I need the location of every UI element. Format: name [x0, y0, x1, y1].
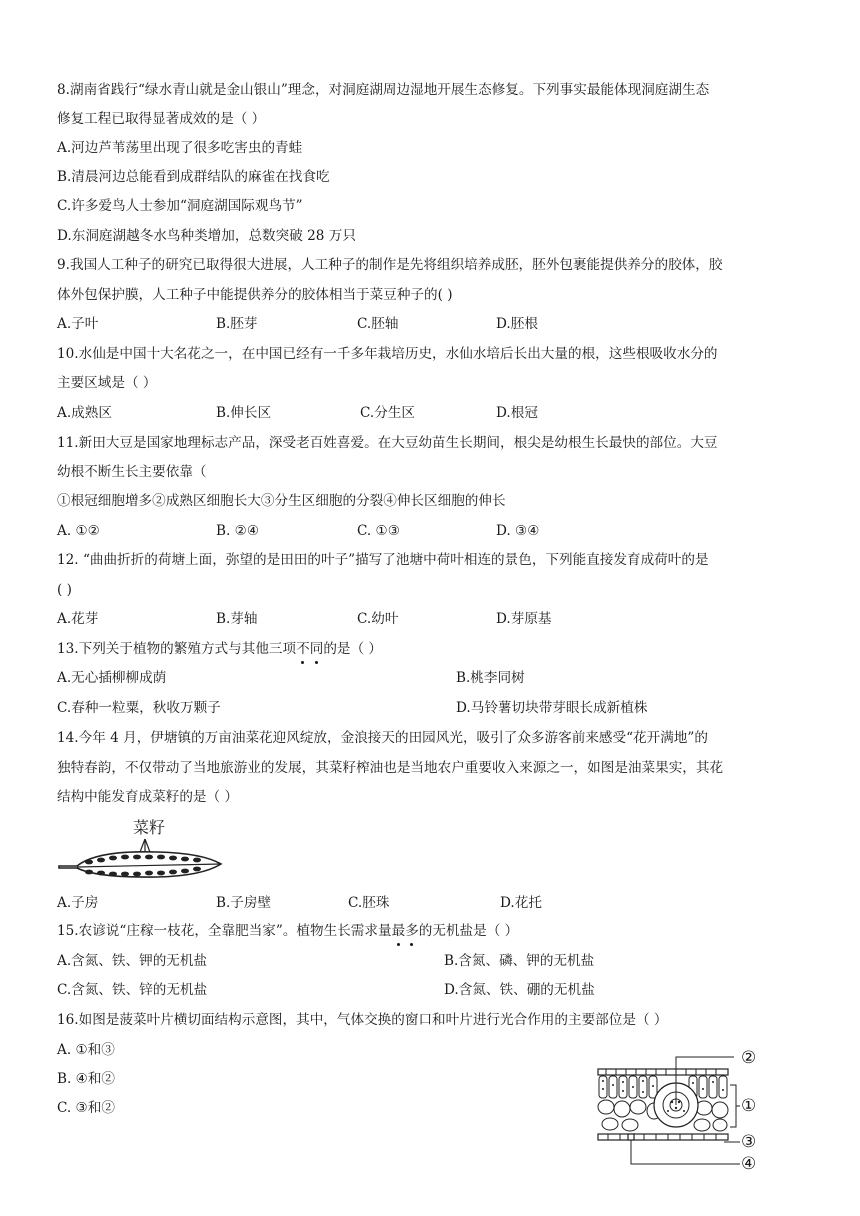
- q9-option-c: C.胚轴: [357, 316, 399, 332]
- q15-option-d: D.含氮、铁、硼的无机盐: [444, 982, 595, 998]
- q15-option-b: B.含氮、磷、钾的无机盐: [444, 953, 595, 969]
- q10-option-a: A.成熟区: [57, 405, 112, 421]
- q11-option-b: B. ②④: [216, 523, 260, 539]
- leaf-cross-section-figure: [592, 1045, 792, 1175]
- q13-stem-pre: 13.下列关于植物的繁殖方式与其他三项: [57, 641, 297, 657]
- q11-option-a: A. ①②: [57, 523, 100, 539]
- q12-option-b: B.芽轴: [216, 611, 258, 627]
- q15-emphasis-char: 多: [405, 923, 419, 939]
- q12-option-a: A.花芽: [57, 611, 99, 627]
- q10-option-c: C.分生区: [360, 405, 416, 421]
- q15-stem-pre: 15.农谚说“庄稼一枝花，全靠肥当家”。植物生长需求量: [57, 923, 392, 939]
- q16-option-b: B. ④和②: [57, 1071, 116, 1087]
- marker-3: ③: [741, 1132, 757, 1152]
- q10-stem-line2: 主要区域是（ ）: [57, 375, 157, 391]
- q10-stem-line1: 10.水仙是中国十大名花之一，在中国已经有一千多年栽培历史，水仙水培后长出大量的根，这些根吸收水分的: [57, 346, 718, 362]
- q8-option-a: A.河边芦苇荡里出现了很多吃害虫的青蛙: [57, 140, 303, 156]
- q16-stem: 16.如图是菠菜叶片横切面结构示意图，其中，气体交换的窗口和叶片进行光合作用的主要部位是（ ）: [57, 1012, 668, 1028]
- q9-option-a: A.子叶: [57, 316, 99, 332]
- q13-option-c: C.春种一粒粟，秋收万颗子: [57, 700, 221, 716]
- q14-option-a: A.子房: [57, 895, 99, 911]
- q8-option-c: C.许多爱鸟人士参加“洞庭湖国际观鸟节”: [57, 198, 303, 214]
- q11-stem-line1: 11.新田大豆是国家地理标志产品，深受老百姓喜爱。在大豆幼苗生长期间，根尖是幼根生长最快的部位。大豆: [57, 435, 718, 451]
- q12-stem-line1: 12. “曲曲折折的荷塘上面，弥望的是田田的叶子”描写了池塘中荷叶相连的景色，下列能直接发育成荷叶的是: [57, 552, 709, 568]
- q14-stem-line3: 结构中能发育成菜籽的是（ ）: [57, 789, 239, 805]
- q9-stem-line2: 体外包保护膜，人工种子中能提供养分的胶体相当于菜豆种子的( ): [57, 287, 453, 303]
- q14-option-c: C.胚珠: [348, 895, 390, 911]
- q13-option-b: B.桃李同树: [456, 670, 525, 686]
- q12-stem-line2: ( ): [57, 582, 72, 598]
- q13-stem-post: 的是（ ）: [323, 641, 383, 657]
- q11-option-d: D. ③④: [496, 523, 540, 539]
- q13-emphasis-char: 同: [309, 641, 324, 657]
- q8-stem-line1: [57, 80, 709, 100]
- q15-emphasis-char: 最: [391, 923, 406, 939]
- q10-option-b: B.伸长区: [216, 405, 272, 421]
- q8-stem-text: 8.湖南省践行“绿水青山就是金山银山”理念，对洞庭湖周边湿地开展生态修复。下列事实最能体现洞庭湖生态: [57, 82, 710, 98]
- marker-4: ④: [741, 1154, 757, 1174]
- marker-2: ②: [741, 1048, 757, 1068]
- marker-1: ①: [741, 1096, 757, 1116]
- q11-stem-line3: ①根冠细胞增多②成熟区细胞长大③分生区细胞的分裂④伸长区细胞的伸长: [57, 493, 506, 509]
- q8-option-d: D.东洞庭湖越冬水鸟种类增加，总数突破 28 万只: [57, 228, 356, 244]
- q8-option-b: B.清晨河边总能看到成群结队的麻雀在找食吃: [57, 169, 330, 185]
- q16-option-c: C. ③和②: [57, 1100, 115, 1116]
- q11-stem-line2: 幼根不断生长主要依靠（: [57, 464, 207, 480]
- q13-option-d: D.马铃薯切块带芽眼长成新植株: [456, 700, 648, 716]
- q14-option-d: D.花托: [500, 895, 542, 911]
- seed-figure-label: 菜籽: [133, 818, 166, 837]
- q15-stem-post: 的无机盐是（ ）: [418, 923, 519, 939]
- q12-option-c: C.幼叶: [357, 611, 399, 627]
- q10-option-d: D.根冠: [496, 405, 538, 421]
- q13-emphasis-char: 不: [296, 641, 310, 657]
- rapeseed-fruit-figure: [57, 820, 227, 880]
- q14-stem-line2: 独特春韵，不仅带动了当地旅游业的发展，其菜籽榨油也是当地农户重要收入来源之一，如图是油菜果实，其花: [57, 760, 724, 776]
- q8-stem-line2: 修复工程已取得显著成效的是（ ）: [57, 111, 266, 127]
- q15-option-a: A.含氮、铁、钾的无机盐: [57, 953, 208, 969]
- q9-option-b: B.胚芽: [216, 316, 258, 332]
- q9-option-d: D.胚根: [496, 316, 538, 332]
- q15-stem: [57, 921, 518, 941]
- q11-option-c: C. ①③: [357, 523, 400, 539]
- q13-option-a: A.无心插柳柳成荫: [57, 670, 167, 686]
- q15-option-c: C.含氮、铁、锌的无机盐: [57, 982, 208, 998]
- q12-option-d: D.芽原基: [496, 611, 552, 627]
- q16-option-a: A. ①和③: [57, 1042, 115, 1058]
- q14-stem-line1: 14.今年 4 月，伊塘镇的万亩油菜花迎风绽放，金浪接天的田园风光，吸引了众多游客前来感受“花开满地”的: [57, 730, 708, 746]
- q14-option-b: B.子房壁: [216, 895, 272, 911]
- q13-stem: [57, 639, 382, 659]
- q9-stem-line1: 9.我国人工种子的研究已取得很大进展，人工种子的制作是先将组织培养成胚，胚外包裹能提供养分的胶体，胶: [57, 257, 723, 273]
